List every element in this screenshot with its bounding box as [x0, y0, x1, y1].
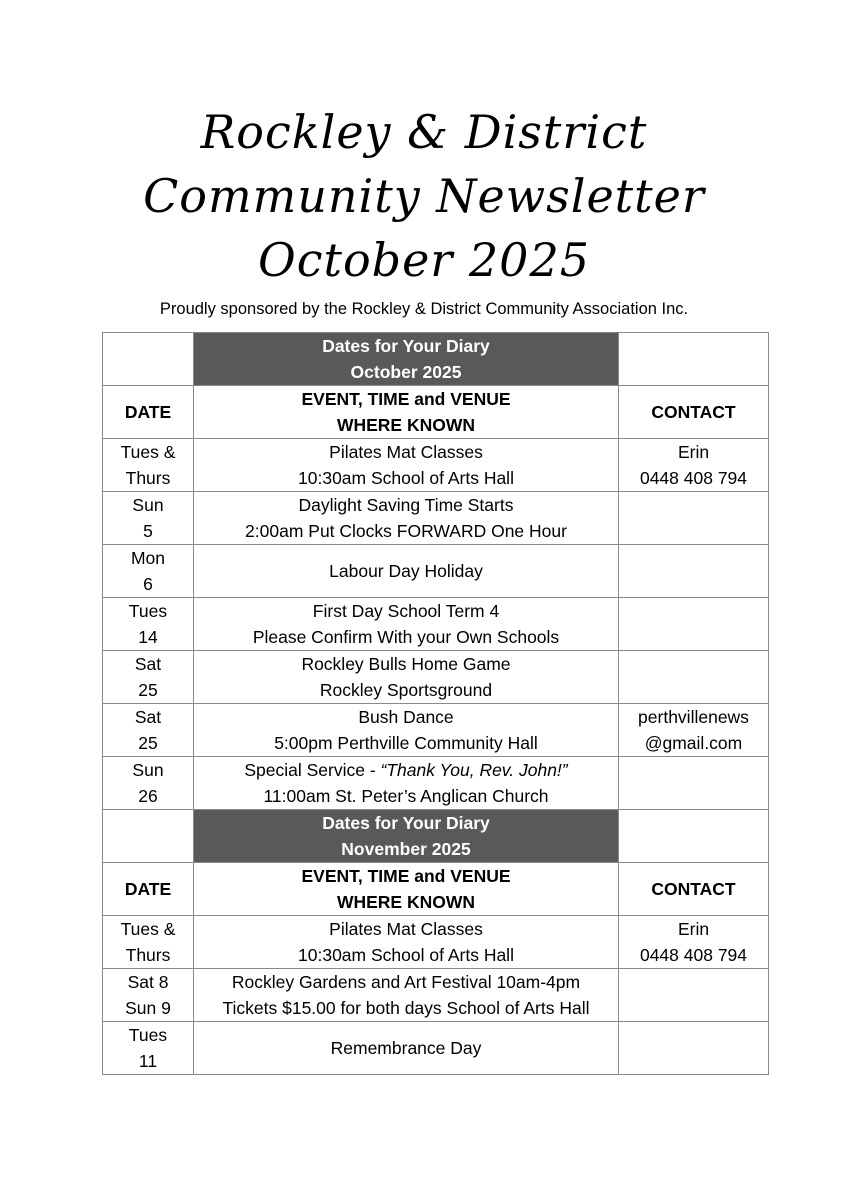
date-line-1: Sat 8	[127, 972, 169, 992]
date-line-2: 14	[138, 627, 158, 647]
date-line-2: Thurs	[125, 468, 171, 488]
event-line-2: 10:30am School of Arts Hall	[298, 468, 514, 488]
table-row	[103, 598, 769, 651]
event-line-2: 5:00pm Perthville Community Hall	[274, 733, 538, 753]
contact-cell	[619, 439, 769, 492]
event-line-2: Please Confirm With your Own Schools	[252, 627, 560, 647]
table-row	[103, 492, 769, 545]
event-line-2: 11:00am St. Peter’s Anglican Church	[263, 786, 549, 806]
event-line-2: 10:30am School of Arts Hall	[298, 945, 514, 965]
contact-cell	[619, 916, 769, 969]
banner-spacer	[619, 333, 769, 386]
date-line-2: 25	[138, 733, 158, 753]
header-event-line-2: WHERE KNOWN	[336, 415, 476, 435]
event-line-1: Pilates Mat Classes	[329, 919, 483, 939]
date-line-1: Sat	[134, 707, 162, 727]
event-line-1: Labour Day Holiday	[329, 561, 483, 581]
date-cell	[103, 492, 194, 545]
header-event	[194, 386, 619, 439]
date-line-2: 5	[143, 521, 153, 541]
table-row	[103, 916, 769, 969]
event-line-1: Rockley Bulls Home Game	[301, 654, 511, 674]
date-cell	[103, 1022, 194, 1075]
date-line-1: Tues	[128, 1025, 168, 1045]
date-cell	[103, 651, 194, 704]
header-event-line-1: EVENT, TIME and VENUE	[301, 389, 511, 409]
header-event	[194, 863, 619, 916]
event-line-1: First Day School Term 4	[312, 601, 500, 621]
header-contact: CONTACT	[619, 863, 769, 916]
contact-cell	[619, 969, 769, 1022]
contact-line-1: Erin	[677, 919, 710, 939]
november-header-row	[103, 863, 769, 916]
event-cell	[194, 704, 619, 757]
october-banner	[194, 333, 619, 386]
banner-line-1: Dates for Your Diary	[322, 813, 490, 833]
contact-cell	[619, 757, 769, 810]
date-line-2: 11	[138, 1051, 158, 1071]
contact-line-1: Erin	[677, 442, 710, 462]
date-cell	[103, 545, 194, 598]
diary-table	[102, 332, 769, 1075]
newsletter-title-line-3: October 2025	[257, 233, 590, 287]
event-line-1	[194, 757, 618, 783]
table-row	[103, 651, 769, 704]
date-line-2: 6	[143, 574, 153, 594]
date-line-1: Tues &	[120, 442, 176, 462]
date-line-1: Sun	[132, 495, 164, 515]
contact-cell	[619, 704, 769, 757]
sponsor-line: Proudly sponsored by the Rockley & District Community Association Inc.	[159, 300, 689, 318]
event-line-1: Daylight Saving Time Starts	[298, 495, 514, 515]
event-prefix: Special Service -	[244, 760, 381, 780]
header-date: DATE	[103, 863, 194, 916]
date-cell	[103, 439, 194, 492]
newsletter-title-line-2: Community Newsletter	[143, 169, 705, 223]
october-header-row	[103, 386, 769, 439]
banner-spacer	[103, 333, 194, 386]
date-line-1: Sun	[132, 760, 164, 780]
november-banner-row	[103, 810, 769, 863]
table-row	[103, 969, 769, 1022]
banner-spacer	[619, 810, 769, 863]
event-line-1: Pilates Mat Classes	[329, 442, 483, 462]
event-cell	[194, 492, 619, 545]
header-event-line-1: EVENT, TIME and VENUE	[301, 866, 511, 886]
date-cell	[103, 704, 194, 757]
date-line-1: Mon	[130, 548, 166, 568]
event-line-1: Rockley Gardens and Art Festival 10am-4pm	[231, 972, 581, 992]
header-date: DATE	[103, 386, 194, 439]
contact-line-2: 0448 408 794	[639, 468, 748, 488]
banner-spacer	[103, 810, 194, 863]
event-line-2: Tickets $15.00 for both days School of Arts Hall	[222, 998, 590, 1018]
event-cell	[194, 545, 619, 598]
date-cell	[103, 757, 194, 810]
event-cell	[194, 651, 619, 704]
header-event-line-2: WHERE KNOWN	[336, 892, 476, 912]
contact-cell	[619, 492, 769, 545]
event-line-2: Rockley Sportsground	[319, 680, 493, 700]
table-row	[103, 1022, 769, 1075]
contact-cell	[619, 598, 769, 651]
event-cell	[194, 757, 619, 810]
contact-line-1: perthvillenews	[638, 707, 749, 727]
october-banner-row	[103, 333, 769, 386]
banner-line-2: November 2025	[341, 839, 471, 859]
contact-cell	[619, 545, 769, 598]
event-cell	[194, 439, 619, 492]
table-row	[103, 704, 769, 757]
date-line-1: Sat	[134, 654, 162, 674]
event-cell	[194, 916, 619, 969]
contact-cell	[619, 1022, 769, 1075]
date-line-2: 25	[138, 680, 158, 700]
contact-line-2: 0448 408 794	[639, 945, 748, 965]
event-line-1: Bush Dance	[358, 707, 454, 727]
event-line-2: 2:00am Put Clocks FORWARD One Hour	[245, 521, 567, 541]
date-line-2: 26	[138, 786, 158, 806]
table-row	[103, 439, 769, 492]
contact-line-2: @gmail.com	[644, 733, 743, 753]
header-contact: CONTACT	[619, 386, 769, 439]
date-cell	[103, 598, 194, 651]
date-cell	[103, 916, 194, 969]
banner-line-1: Dates for Your Diary	[322, 336, 490, 356]
event-italic-quote: “Thank You, Rev. John!”	[380, 760, 568, 780]
table-row	[103, 757, 769, 810]
event-cell	[194, 598, 619, 651]
november-banner	[194, 810, 619, 863]
event-cell	[194, 969, 619, 1022]
event-cell	[194, 1022, 619, 1075]
date-cell	[103, 969, 194, 1022]
banner-line-2: October 2025	[350, 362, 462, 382]
newsletter-title-line-1: Rockley & District	[200, 105, 648, 159]
date-line-2: Sun 9	[125, 998, 171, 1018]
table-row	[103, 545, 769, 598]
contact-cell	[619, 651, 769, 704]
event-line-1: Remembrance Day	[330, 1038, 482, 1058]
date-line-1: Tues &	[120, 919, 176, 939]
date-line-1: Tues	[128, 601, 168, 621]
date-line-2: Thurs	[125, 945, 171, 965]
